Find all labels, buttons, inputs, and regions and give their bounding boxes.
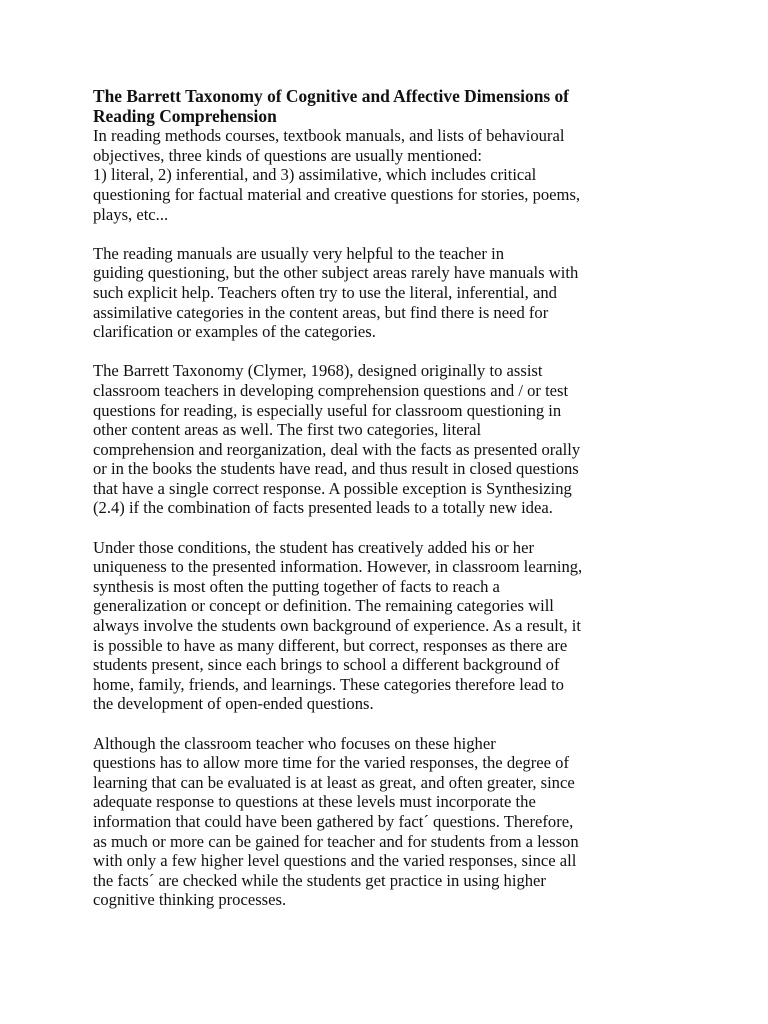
intro-paragraph: In reading methods courses, textbook manuals, and lists of behavioural objectives, three kinds of questions are usually mentioned: 1) literal, 2) inferential, and 3) assimilative, which includes critical questioning for factual material and creative questions for stories, poems, plays, etc... [93,126,581,224]
body-paragraph-4: Although the classroom teacher who focuses on these higher questions has to allow more time for the varied responses, the degree of learning that can be evaluated is at least as great, and often greater, since adequate response to questions at these levels must incorporate the information that could have been gathered by fact´ questions. Therefore, as much or more can be gained for teacher and for students from a lesson with only a few higher level questions and the varied responses, since all the facts´ are checked while the students get practice in using higher cognitive thinking processes. [93,733,579,910]
document-page [93,87,683,910]
body-paragraph-2: The Barrett Taxonomy (Clymer, 1968), designed originally to assist classroom teachers in developing comprehension questions and / or test questions for reading, is especially useful for classroom questioning in other content areas as well. The first two categories, literal comprehension and reorganization, deal with the facts as presented orally or in the books the students have read, and thus result in closed questions that have a single correct response. A possible exception is Synthesizing (2.4) if the combination of facts presented leads to a totally new idea. [93,361,581,518]
document-title: The Barrett Taxonomy of Cognitive and Affective Dimensions of Reading Comprehension [93,86,569,126]
body-paragraph-3: Under those conditions, the student has creatively added his or her uniqueness to the presented information. However, in classroom learning, synthesis is most often the putting together of facts to reach a generalization or concept or definition. The remaining categories will always involve the students own background of experience. As a result, it is possible to have as many different, but correct, responses as there are students present, since each brings to school a different background of home, family, friends, and learnings. These categories therefore lead to the development of open-ended questions. [93,537,583,714]
body-paragraph-1: The reading manuals are usually very helpful to the teacher in guiding questioning, but the other subject areas rarely have manuals with such explicit help. Teachers often try to use the literal, inferential, and assimilative categories in the content areas, but find there is need for clarification or examples of the categories. [93,243,579,342]
